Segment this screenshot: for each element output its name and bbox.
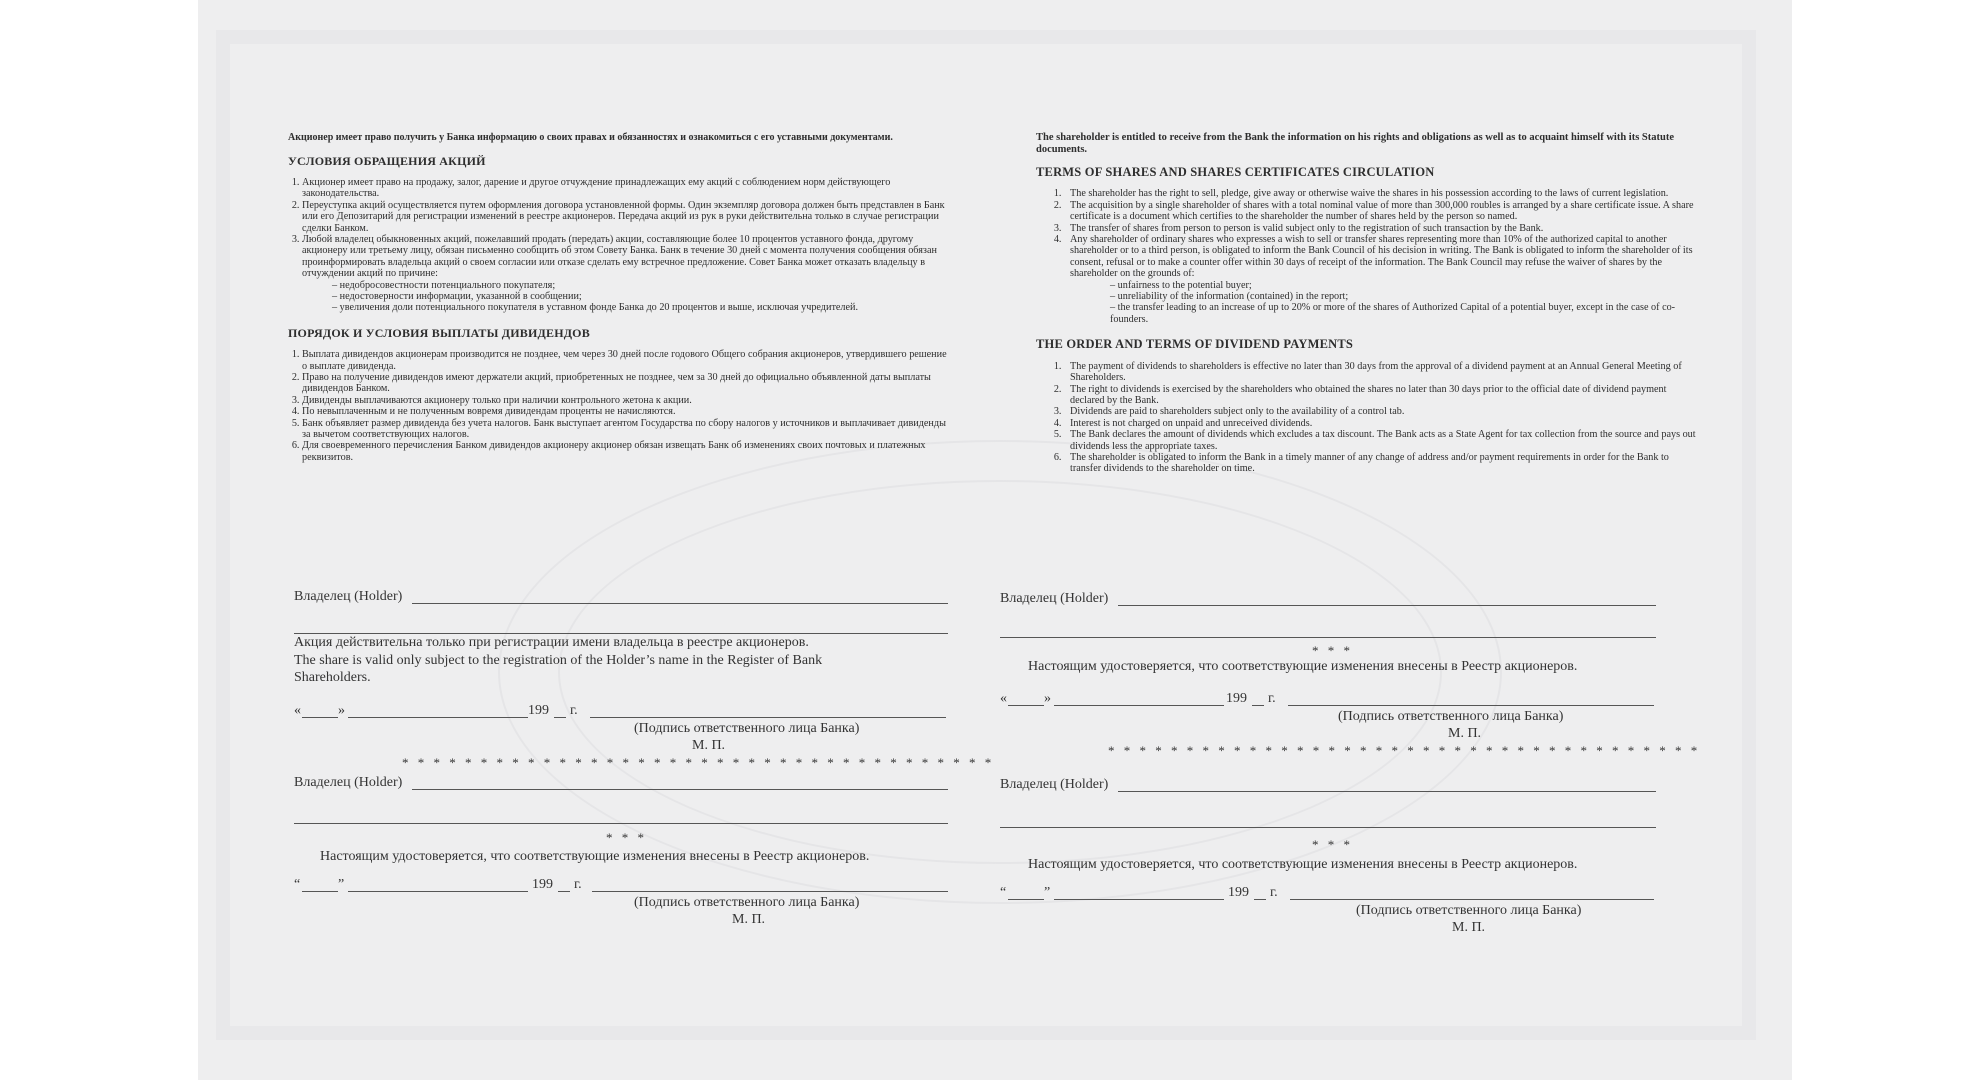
year-suffix: г. [570, 703, 578, 718]
year-suffix: г. [1270, 885, 1278, 900]
dividends-heading-ru: ПОРЯДОК И УСЛОВИЯ ВЫПЛАТЫ ДИВИДЕНДОВ [288, 325, 590, 340]
date-open-quote: « [1000, 691, 1007, 706]
year-suffix: г. [1268, 691, 1276, 706]
terms-heading-ru: УСЛОВИЯ ОБРАЩЕНИЯ АКЦИЙ [288, 153, 486, 168]
list-item: 3. Dividends are paid to shareholders subject only to the availability of a control tab. [1064, 406, 1696, 417]
holder-label: Владелец (Holder) [1000, 591, 1109, 606]
holder-name-field-2[interactable] [1000, 636, 1656, 638]
list-item: 5. Банк объявляет размер дивиденда без учета налогов. Банк выступает агентом Государства по сбору налогов у источников и выплачивает дивиденды за вычетом соответствующих налогов. [302, 418, 948, 441]
separator-stars-short: * * * [1312, 643, 1353, 658]
list-item: 3. The transfer of shares from person to person is valid subject only to the registration of such transaction by the Bank. [1064, 223, 1696, 234]
validity-note-en: The share is valid only subject to the registration of the Holder’s name in the Register of Bank Shareholders. [294, 653, 823, 685]
certificate-back [198, 0, 1792, 1080]
reason-item: – unreliability of the information (contained) in the report; [1070, 291, 1696, 302]
holder-label: Владелец (Holder) [1000, 777, 1109, 792]
seal-label: М. П. [732, 912, 766, 927]
list-item-text: Any shareholder of ordinary shares who expresses a wish to sell or transfer shares representing more than 10% of the authorized capital to another shareholder or to a third person, is obligated to inform the Bank Council of his decision in writing. The Bank is obligated to inform the shareholder of its consent, refusal or to make a counter offer within 30 days of receipt of the information. The Bank Council may refuse the waiver of shares by the shareholder on the grounds of: [1070, 234, 1693, 280]
list-item: 3. Дивиденды выплачиваются акционеру только при наличии контрольного жетона к акции. [302, 395, 948, 406]
list-item: 1. The payment of dividends to shareholders is effective no later than 30 days from the approval of a dividend payment at an Annual General Meeting of Shareholders. [1064, 361, 1696, 384]
signature-caption: (Подпись ответственного лица Банка) [634, 721, 860, 736]
signature-field[interactable] [1290, 898, 1654, 900]
validity-note-ru: Акция действительна только при регистрации имени владельца в реестре акционеров. [294, 635, 809, 650]
date-open-quote: “ [294, 877, 301, 892]
list-item: 2. The acquisition by a single shareholder of shares with a total nominal value of more than 300,000 roubles is arranged by a share certificate issue. A share certificate is a document which certifies to the shareholder the number of shares held by the person so named. [1064, 200, 1696, 223]
seal-label: М. П. [692, 738, 726, 753]
date-open-quote: “ [1000, 885, 1007, 900]
seal-label: М. П. [1452, 920, 1486, 935]
signature-caption: (Подпись ответственного лица Банка) [1338, 709, 1564, 724]
reason-item: – недобросовестности потенциального покупателя; [302, 280, 948, 291]
date-open-quote: « [294, 703, 301, 718]
certification-note: Настоящим удостоверяется, что соответствующие изменения внесены в Реестр акционеров. [1028, 857, 1578, 872]
list-item: 4. По невыплаченным и не полученным вовремя дивидендам проценты не начисляются. [302, 406, 948, 417]
list-item: 4. Interest is not charged on unpaid and unreceived dividends. [1064, 418, 1696, 429]
month-field[interactable] [1054, 704, 1224, 706]
signature-caption: (Подпись ответственного лица Банка) [1356, 903, 1582, 918]
list-item: 5. The Bank declares the amount of dividends which excludes a tax discount. The Bank acts as a State Agent for tax collection from the source and pays out dividends less the appropriate taxes. [1064, 429, 1696, 452]
holder-name-field[interactable] [1118, 790, 1656, 792]
separator-stars-short: * * * [606, 830, 647, 845]
reason-item: – увеличения доли потенциального покупателя в уставном фонде Банка до 20 процентов и выше, исключая учредителей. [302, 302, 948, 313]
list-item-text: Любой владелец обыкновенных акций, пожелавший продать (передать) акции, составляющие более 10 процентов уставного фонда, другому акционеру или третьему лицу, обязан письменно сообщить об этом Совету Банка. Банк в течение 30 дней с момента получения сообщения обязан проинформировать владельца акций о своем согласии или отказе сделать ему встречное предложение. Совет Банка может отказать владельцу в отчуждении акций по причине: [302, 233, 937, 280]
terms-heading-en: TERMS OF SHARES AND SHARES CERTIFICATES CIRCULATION [1036, 165, 1435, 179]
year-prefix: 199 [528, 703, 549, 718]
day-field[interactable] [1008, 898, 1044, 900]
year-field[interactable] [1252, 704, 1264, 706]
holder-name-field[interactable] [1118, 604, 1656, 606]
date-close-quote: » [338, 703, 345, 718]
list-item: 6. Для своевременного перечисления Банком дивидендов акционеру акционер обязан извещать Банк об изменениях своих почтовых и платежных реквизитов. [302, 440, 948, 463]
year-prefix: 199 [532, 877, 553, 892]
year-field[interactable] [1254, 898, 1266, 900]
year-prefix: 199 [1226, 691, 1247, 706]
list-item: 2. Право на получение дивидендов имеют держатели акций, приобретенных не позднее, чем за 30 дней до официально объявленной даты выплаты дивидендов Банком. [302, 372, 948, 395]
seal-label: М. П. [1448, 726, 1482, 741]
registration-right [198, 0, 1792, 1080]
year-suffix: г. [574, 877, 582, 892]
separator-stars: * * * * * * * * * * * * * * * * * * * * * * * * * * * * * * * * * * * * * * [1108, 743, 1701, 758]
list-item: 1. Акционер имеет право на продажу, залог, дарение и другое отчуждение принадлежащих ему акций с соблюдением норм действующего законодательства. [302, 177, 948, 200]
holder-name-field-2[interactable] [1000, 826, 1656, 828]
separator-stars: * * * * * * * * * * * * * * * * * * * * * * * * * * * * * * * * * * * * * * [402, 755, 995, 770]
year-prefix: 199 [1228, 885, 1249, 900]
list-item: 6. The shareholder is obligated to inform the Bank in a timely manner of any change of address and/or payment requirements in order for the Bank to transfer dividends to the shareholder on time. [1064, 452, 1696, 475]
intro-ru: Акционер имеет право получить у Банка информацию о своих правах и обязанностях и ознакомиться с его уставными документами. [288, 132, 893, 143]
day-field[interactable] [1008, 704, 1044, 706]
reason-item: – недостоверности информации, указанной в сообщении; [302, 291, 948, 302]
signature-caption: (Подпись ответственного лица Банка) [634, 895, 860, 910]
holder-label: Владелец (Holder) [294, 775, 403, 790]
signature-field[interactable] [1288, 704, 1654, 706]
separator-stars-short: * * * [1312, 837, 1353, 852]
list-item: 1. Выплата дивидендов акционерам производится не позднее, чем через 30 дней после годового Общего собрания акционеров, утвердившего решение о выплате дивиденда. [302, 349, 948, 372]
certification-note: Настоящим удостоверяется, что соответствующие изменения внесены в Реестр акционеров. [320, 849, 870, 864]
list-item: 2. Переуступка акций осуществляется путем оформления договора установленной формы. Один экземпляр договора должен быть представлен в Банк или его Депозитарий для регистрации изменений в реестре акционеров. Передача акций из рук в руки действительна только в случае регистрации сделки Банком. [302, 200, 948, 234]
date-close-quote: » [1044, 691, 1051, 706]
list-item: 1. The shareholder has the right to sell, pledge, give away or otherwise waive the shares in his possession according to the laws of current legislation. [1064, 188, 1696, 199]
reason-item: – unfairness to the potential buyer; [1070, 280, 1696, 291]
date-close-quote: ” [1044, 885, 1051, 900]
dividends-heading-en: THE ORDER AND TERMS OF DIVIDEND PAYMENTS [1036, 337, 1354, 352]
reason-item: – the transfer leading to an increase of up to 20% or more of the shares of Authorized Capital of a potential buyer, except in the case of co-founders. [1070, 302, 1696, 325]
month-field[interactable] [1054, 898, 1224, 900]
date-close-quote: ” [338, 877, 345, 892]
list-item: 2. The right to dividends is exercised by the shareholders who obtained the shares no later than 30 days prior to the official date of dividend payment declared by the Bank. [1064, 384, 1696, 407]
holder-label: Владелец (Holder) [294, 589, 403, 604]
intro-en: The shareholder is entitled to receive from the Bank the information on his rights and obligations as well as to acquaint himself with its Statute documents. [1036, 132, 1674, 155]
certification-note: Настоящим удостоверяется, что соответствующие изменения внесены в Реестр акционеров. [1028, 659, 1578, 674]
